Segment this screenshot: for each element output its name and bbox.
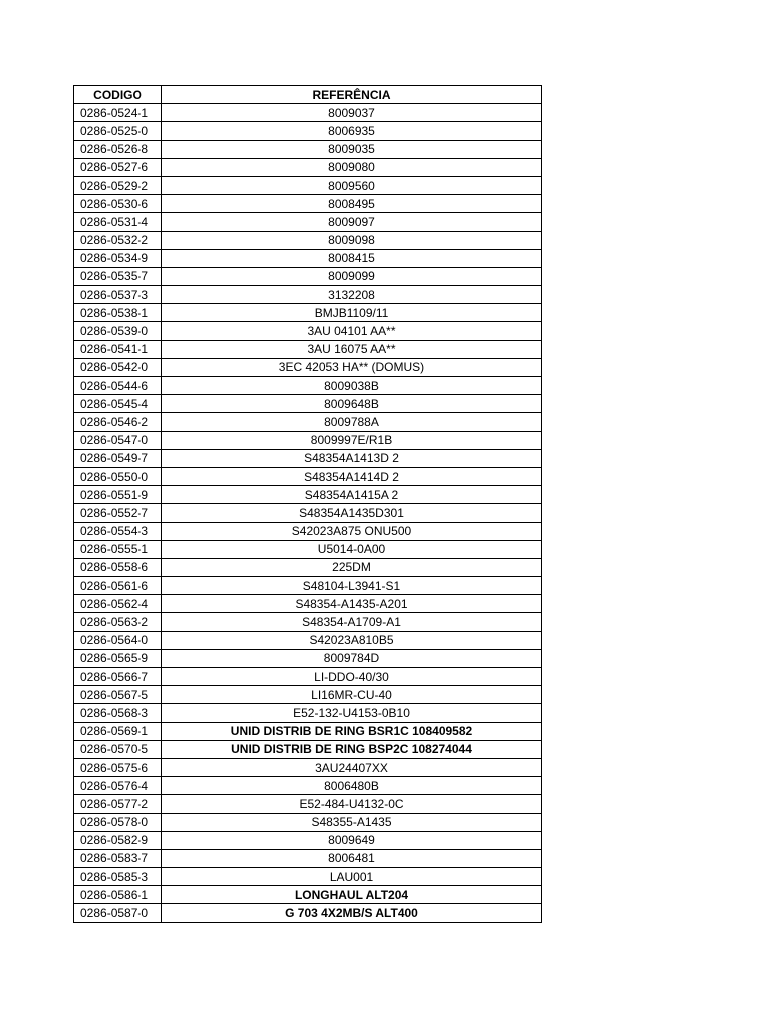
reference-cell: S48354A1414D 2 xyxy=(162,467,542,485)
code-cell: 0286-0564-0 xyxy=(74,631,162,649)
table-row xyxy=(74,486,542,504)
code-cell: 0286-0526-8 xyxy=(74,140,162,158)
code-cell: 0286-0567-5 xyxy=(74,686,162,704)
reference-cell: U5014-0A00 xyxy=(162,540,542,558)
code-cell: 0286-0544-6 xyxy=(74,377,162,395)
reference-cell: 3132208 xyxy=(162,286,542,304)
reference-cell: E52-132-U4153-0B10 xyxy=(162,704,542,722)
reference-cell: 8009099 xyxy=(162,267,542,285)
table-row xyxy=(74,140,542,158)
header-referencia: REFERÊNCIA xyxy=(162,86,542,104)
reference-cell: 8009037 xyxy=(162,104,542,122)
code-cell: 0286-0545-4 xyxy=(74,395,162,413)
code-cell: 0286-0577-2 xyxy=(74,795,162,813)
table-row xyxy=(74,377,542,395)
code-cell: 0286-0563-2 xyxy=(74,613,162,631)
code-cell: 0286-0586-1 xyxy=(74,886,162,904)
table-row xyxy=(74,777,542,795)
reference-cell: S48354-A1709-A1 xyxy=(162,613,542,631)
table-row xyxy=(74,868,542,886)
header-codigo: CODIGO xyxy=(74,86,162,104)
reference-cell: LI16MR-CU-40 xyxy=(162,686,542,704)
reference-cell: S48354A1415A 2 xyxy=(162,486,542,504)
reference-cell: G 703 4X2MB/S ALT400 xyxy=(162,904,542,922)
code-cell: 0286-0534-9 xyxy=(74,249,162,267)
table-row xyxy=(74,158,542,176)
table-row xyxy=(74,322,542,340)
reference-cell: 8009098 xyxy=(162,231,542,249)
table-row xyxy=(74,522,542,540)
code-cell: 0286-0561-6 xyxy=(74,577,162,595)
code-cell: 0286-0537-3 xyxy=(74,286,162,304)
code-cell: 0286-0532-2 xyxy=(74,231,162,249)
code-cell: 0286-0555-1 xyxy=(74,540,162,558)
table-row xyxy=(74,267,542,285)
reference-cell: E52-484-U4132-0C xyxy=(162,795,542,813)
reference-cell: 8009038B xyxy=(162,377,542,395)
reference-cell: 8009784D xyxy=(162,649,542,667)
table-row xyxy=(74,286,542,304)
code-cell: 0286-0541-1 xyxy=(74,340,162,358)
code-cell: 0286-0554-3 xyxy=(74,522,162,540)
table-row xyxy=(74,649,542,667)
table-row xyxy=(74,813,542,831)
code-cell: 0286-0587-0 xyxy=(74,904,162,922)
code-cell: 0286-0583-7 xyxy=(74,849,162,867)
reference-cell: S48354A1413D 2 xyxy=(162,449,542,467)
reference-cell: S42023A810B5 xyxy=(162,631,542,649)
reference-cell: 8008495 xyxy=(162,195,542,213)
table-row xyxy=(74,540,542,558)
reference-cell: S48104-L3941-S1 xyxy=(162,577,542,595)
table-row xyxy=(74,231,542,249)
reference-cell: 8009788A xyxy=(162,413,542,431)
code-cell: 0286-0568-3 xyxy=(74,704,162,722)
table-body xyxy=(74,104,542,922)
reference-cell: 8008415 xyxy=(162,249,542,267)
reference-cell: 8009649 xyxy=(162,831,542,849)
table-row xyxy=(74,631,542,649)
reference-cell: 8009035 xyxy=(162,140,542,158)
table-row xyxy=(74,340,542,358)
table-row xyxy=(74,704,542,722)
table-row xyxy=(74,758,542,776)
reference-cell: S48354A1435D301 xyxy=(162,504,542,522)
table-row xyxy=(74,249,542,267)
code-cell: 0286-0531-4 xyxy=(74,213,162,231)
reference-cell: S48355-A1435 xyxy=(162,813,542,831)
code-cell: 0286-0550-0 xyxy=(74,467,162,485)
reference-cell: BMJB1109/11 xyxy=(162,304,542,322)
reference-cell: 8006481 xyxy=(162,849,542,867)
code-cell: 0286-0551-9 xyxy=(74,486,162,504)
table-row xyxy=(74,613,542,631)
table-row xyxy=(74,831,542,849)
table-row xyxy=(74,213,542,231)
table-row xyxy=(74,595,542,613)
code-cell: 0286-0552-7 xyxy=(74,504,162,522)
code-cell: 0286-0558-6 xyxy=(74,558,162,576)
reference-cell: UNID DISTRIB DE RING BSR1C 108409582 xyxy=(162,722,542,740)
reference-cell: LONGHAUL ALT204 xyxy=(162,886,542,904)
table-row xyxy=(74,886,542,904)
code-cell: 0286-0585-3 xyxy=(74,868,162,886)
table-row xyxy=(74,795,542,813)
reference-table xyxy=(73,85,542,923)
code-cell: 0286-0542-0 xyxy=(74,358,162,376)
code-cell: 0286-0530-6 xyxy=(74,195,162,213)
code-cell: 0286-0525-0 xyxy=(74,122,162,140)
table-row xyxy=(74,904,542,922)
table-row xyxy=(74,849,542,867)
table-row xyxy=(74,122,542,140)
code-cell: 0286-0566-7 xyxy=(74,668,162,686)
table-row xyxy=(74,104,542,122)
table-row xyxy=(74,504,542,522)
code-cell: 0286-0569-1 xyxy=(74,722,162,740)
table-row xyxy=(74,467,542,485)
reference-cell: 3AU24407XX xyxy=(162,758,542,776)
code-cell: 0286-0524-1 xyxy=(74,104,162,122)
table-row xyxy=(74,413,542,431)
code-cell: 0286-0527-6 xyxy=(74,158,162,176)
table-row xyxy=(74,686,542,704)
code-cell: 0286-0562-4 xyxy=(74,595,162,613)
code-cell: 0286-0575-6 xyxy=(74,758,162,776)
reference-cell: 8006935 xyxy=(162,122,542,140)
code-cell: 0286-0538-1 xyxy=(74,304,162,322)
table-row xyxy=(74,668,542,686)
code-cell: 0286-0570-5 xyxy=(74,740,162,758)
table-row xyxy=(74,431,542,449)
reference-cell: 8006480B xyxy=(162,777,542,795)
table-row xyxy=(74,176,542,194)
reference-cell: S48354-A1435-A201 xyxy=(162,595,542,613)
reference-cell: 3AU 16075 AA** xyxy=(162,340,542,358)
reference-cell: LAU001 xyxy=(162,868,542,886)
code-cell: 0286-0582-9 xyxy=(74,831,162,849)
code-cell: 0286-0576-4 xyxy=(74,777,162,795)
code-cell: 0286-0539-0 xyxy=(74,322,162,340)
reference-cell: 8009560 xyxy=(162,176,542,194)
table-row xyxy=(74,395,542,413)
code-cell: 0286-0547-0 xyxy=(74,431,162,449)
reference-cell: 225DM xyxy=(162,558,542,576)
reference-cell: 3AU 04101 AA** xyxy=(162,322,542,340)
table-header-row xyxy=(74,86,542,104)
table-row xyxy=(74,304,542,322)
reference-cell: UNID DISTRIB DE RING BSP2C 108274044 xyxy=(162,740,542,758)
reference-cell: S42023A875 ONU500 xyxy=(162,522,542,540)
code-cell: 0286-0565-9 xyxy=(74,649,162,667)
code-cell: 0286-0578-0 xyxy=(74,813,162,831)
code-cell: 0286-0549-7 xyxy=(74,449,162,467)
reference-cell: 8009080 xyxy=(162,158,542,176)
reference-cell: 8009648B xyxy=(162,395,542,413)
code-cell: 0286-0529-2 xyxy=(74,176,162,194)
code-cell: 0286-0535-7 xyxy=(74,267,162,285)
table-row xyxy=(74,740,542,758)
code-cell: 0286-0546-2 xyxy=(74,413,162,431)
table-row xyxy=(74,358,542,376)
reference-cell: 3EC 42053 HA** (DOMUS) xyxy=(162,358,542,376)
reference-cell: 8009097 xyxy=(162,213,542,231)
table-row xyxy=(74,449,542,467)
table-row xyxy=(74,577,542,595)
reference-cell: LI-DDO-40/30 xyxy=(162,668,542,686)
table-row xyxy=(74,558,542,576)
reference-cell: 8009997E/R1B xyxy=(162,431,542,449)
table-row xyxy=(74,195,542,213)
table-row xyxy=(74,722,542,740)
